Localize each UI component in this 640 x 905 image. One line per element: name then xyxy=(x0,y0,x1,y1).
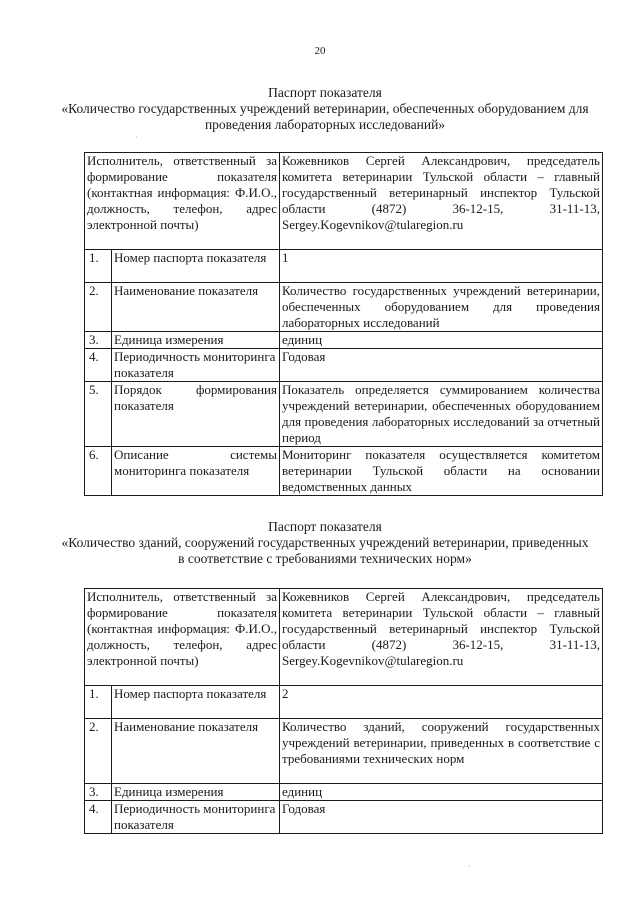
row-number: 3. xyxy=(85,784,112,801)
row-value: Годовая xyxy=(280,801,603,834)
passport-table-1 xyxy=(84,152,603,496)
row-value: Количество зданий, сооружений государственных учреждений ветеринарии, приведенных в соответствие с требованиями технических норм xyxy=(280,719,603,784)
page-number: 20 xyxy=(314,45,326,57)
row-value: единиц xyxy=(280,784,603,801)
responsible-value: Кожевников Сергей Александрович, председатель комитета ветеринарии Тульской области – главный государственный ветеринарный инспектор Тульской области (4872) 36-12-15, 31-11-13, Sergey.Kogevnikov@tularegion.ru xyxy=(280,153,603,250)
table-row xyxy=(85,784,603,801)
row-number: 2. xyxy=(85,719,112,784)
row-value: Мониторинг показателя осуществляется комитетом ветеринарии Тульской области на основании ведомственных данных xyxy=(280,447,603,496)
row-number: 5. xyxy=(85,382,112,447)
passport-heading: Паспорт показателя xyxy=(268,519,382,534)
row-value: Количество государственных учреждений ветеринарии, обеспеченных оборудованием для проведения лабораторных исследований xyxy=(280,283,603,332)
responsible-label: Исполнитель, ответственный за формирование показателя (контактная информация: Ф.И.О., должность, телефон, адрес электронной почты) xyxy=(85,589,280,686)
passport-heading: Паспорт показателя xyxy=(268,85,382,100)
table-row xyxy=(85,153,603,250)
row-number: 4. xyxy=(85,801,112,834)
scan-speck: ˏ xyxy=(468,858,471,867)
row-value: Показатель определяется суммированием количества учреждений ветеринарии, обеспеченных оборудованием для проведения лабораторных исследований за отчетный период xyxy=(280,382,603,447)
row-label: Наименование показателя xyxy=(112,283,280,332)
passport-table-2 xyxy=(84,588,603,834)
row-label: Периодичность мониторинга показателя xyxy=(112,801,280,834)
row-number: 3. xyxy=(85,332,112,349)
row-number: 1. xyxy=(85,250,112,283)
responsible-label: Исполнитель, ответственный за формирование показателя (контактная информация: Ф.И.О., должность, телефон, адрес электронной почты) xyxy=(85,153,280,250)
table-row xyxy=(85,686,603,719)
scan-speck: · xyxy=(135,133,138,142)
passport-title-2 xyxy=(60,519,590,567)
row-number: 4. xyxy=(85,349,112,382)
table-row xyxy=(85,349,603,382)
passport-title-1 xyxy=(60,85,590,133)
responsible-value: Кожевников Сергей Александрович, председатель комитета ветеринарии Тульской области – главный государственный ветеринарный инспектор Тульской области (4872) 36-12-15, 31-11-13, Sergey.Kogevnikov@tularegion.ru xyxy=(280,589,603,686)
row-label: Номер паспорта показателя xyxy=(112,686,280,719)
table-row xyxy=(85,283,603,332)
row-label: Единица измерения xyxy=(112,784,280,801)
table-row xyxy=(85,447,603,496)
row-value: 1 xyxy=(280,250,603,283)
row-label: Порядок формирования показателя xyxy=(112,382,280,447)
row-number: 6. xyxy=(85,447,112,496)
passport-indicator-name: «Количество зданий, сооружений государственных учреждений ветеринарии, приведенных в соответствие с требованиями технических норм» xyxy=(61,535,589,566)
row-number: 1. xyxy=(85,686,112,719)
row-label: Описание системы мониторинга показателя xyxy=(112,447,280,496)
table-row xyxy=(85,250,603,283)
row-label: Периодичность мониторинга показателя xyxy=(112,349,280,382)
row-label: Номер паспорта показателя xyxy=(112,250,280,283)
row-number: 2. xyxy=(85,283,112,332)
table-row xyxy=(85,589,603,686)
table-row xyxy=(85,719,603,784)
row-label: Наименование показателя xyxy=(112,719,280,784)
row-label: Единица измерения xyxy=(112,332,280,349)
table-row xyxy=(85,801,603,834)
table-row xyxy=(85,382,603,447)
row-value: 2 xyxy=(280,686,603,719)
passport-indicator-name: «Количество государственных учреждений ветеринарии, обеспеченных оборудованием для проведения лабораторных исследований» xyxy=(61,101,589,132)
row-value: Годовая xyxy=(280,349,603,382)
row-value: единиц xyxy=(280,332,603,349)
table-row xyxy=(85,332,603,349)
